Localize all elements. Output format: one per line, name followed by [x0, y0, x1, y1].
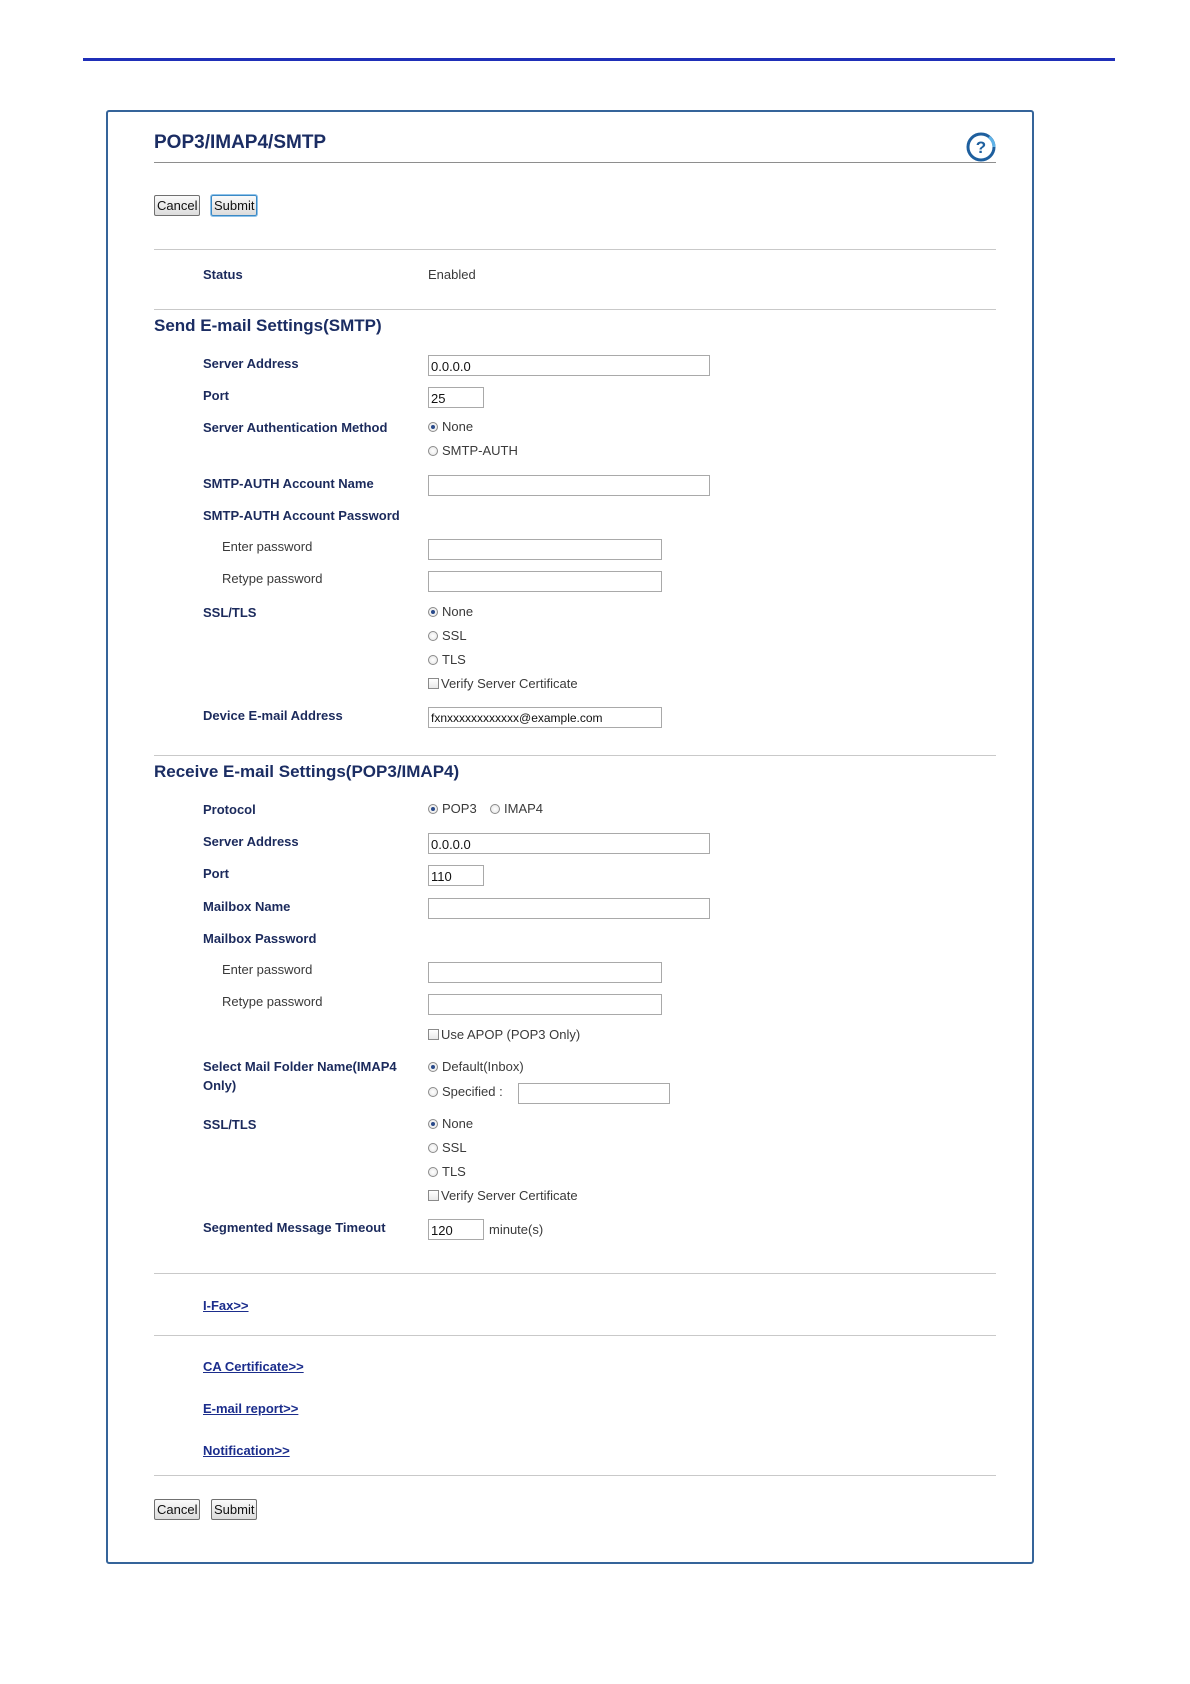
smtp-server-address-input[interactable]: 0.0.0.0 [428, 355, 710, 376]
pop-port-input[interactable]: 110 [428, 865, 484, 886]
radio-icon[interactable] [428, 1087, 438, 1097]
smtp-enter-password-label: Enter password [222, 539, 313, 554]
auth-method-none-option[interactable]: None [428, 419, 473, 434]
status-label: Status [203, 267, 243, 282]
divider [154, 309, 996, 310]
mailbox-name-input[interactable] [428, 898, 710, 919]
protocol-imap4-option[interactable]: IMAP4 [490, 801, 543, 816]
folder-specified-option[interactable]: Specified : [428, 1084, 503, 1099]
pop-retype-password-input[interactable] [428, 994, 662, 1015]
smtp-retype-password-input[interactable] [428, 571, 662, 592]
cancel-button-top[interactable]: Cancel [154, 195, 200, 216]
settings-panel [106, 110, 1034, 1564]
help-icon[interactable] [965, 131, 997, 163]
smtp-port-input[interactable]: 25 [428, 387, 484, 408]
pop-enter-password-label: Enter password [222, 962, 313, 977]
smtp-retype-password-label: Retype password [222, 571, 323, 586]
checkbox-icon[interactable] [428, 1190, 439, 1201]
radio-icon[interactable] [428, 446, 438, 456]
pop-enter-password-input[interactable] [428, 962, 662, 983]
pop-server-address-input[interactable]: 0.0.0.0 [428, 833, 710, 854]
protocol-label: Protocol [203, 802, 256, 817]
segmented-timeout-input[interactable]: 120 [428, 1219, 484, 1240]
divider [154, 1475, 996, 1476]
pop-ssl-none-option[interactable]: None [428, 1116, 473, 1131]
svg-text:?: ? [975, 138, 987, 157]
device-email-label: Device E-mail Address [203, 708, 343, 723]
page-top-rule [83, 58, 1115, 61]
smtp-server-address-label: Server Address [203, 356, 299, 371]
send-settings-heading: Send E-mail Settings(SMTP) [154, 316, 382, 335]
smtp-ssl-ssl-option[interactable]: SSL [428, 628, 467, 643]
submit-button-bottom[interactable]: Submit [211, 1499, 257, 1520]
radio-icon[interactable] [428, 1167, 438, 1177]
cancel-button-bottom[interactable]: Cancel [154, 1499, 200, 1520]
divider [154, 755, 996, 756]
timeout-unit: minute(s) [489, 1222, 544, 1237]
smtp-account-password-label: SMTP-AUTH Account Password [203, 508, 400, 523]
radio-selected-icon[interactable] [428, 804, 438, 814]
segmented-timeout-label: Segmented Message Timeout [203, 1220, 386, 1235]
folder-specified-input[interactable] [518, 1083, 670, 1104]
smtp-enter-password-input[interactable] [428, 539, 662, 560]
smtp-verify-certificate-option[interactable]: Verify Server Certificate [428, 676, 578, 691]
smtp-account-name-label: SMTP-AUTH Account Name [203, 476, 374, 491]
radio-icon[interactable] [490, 804, 500, 814]
use-apop-option[interactable]: Use APOP (POP3 Only) [428, 1027, 580, 1042]
pop-ssl-ssl-option[interactable]: SSL [428, 1140, 467, 1155]
page-title: POP3/IMAP4/SMTP [154, 132, 327, 153]
pop-port-label: Port [203, 866, 229, 881]
receive-settings-heading: Receive E-mail Settings(POP3/IMAP4) [154, 762, 460, 781]
auth-method-label: Server Authentication Method [203, 420, 388, 435]
radio-icon[interactable] [428, 631, 438, 641]
divider [154, 249, 996, 250]
radio-icon[interactable] [428, 655, 438, 665]
ca-certificate-link[interactable]: CA Certificate>> [203, 1359, 304, 1374]
pop-verify-certificate-option[interactable]: Verify Server Certificate [428, 1188, 578, 1203]
radio-selected-icon[interactable] [428, 1119, 438, 1129]
auth-method-smtp-auth-option[interactable]: SMTP-AUTH [428, 443, 518, 458]
divider [154, 1335, 996, 1336]
status-value: Enabled [428, 267, 476, 282]
mail-folder-label: Select Mail Folder Name(IMAP4 Only) [203, 1059, 397, 1093]
divider [154, 1273, 996, 1274]
notification-link[interactable]: Notification>> [203, 1443, 290, 1458]
pop-server-address-label: Server Address [203, 834, 299, 849]
submit-button-top[interactable]: Submit [211, 195, 257, 216]
radio-selected-icon[interactable] [428, 422, 438, 432]
smtp-port-label: Port [203, 388, 229, 403]
smtp-ssl-tls-label: SSL/TLS [203, 605, 257, 620]
radio-icon[interactable] [428, 1143, 438, 1153]
checkbox-icon[interactable] [428, 1029, 439, 1040]
protocol-pop3-option[interactable]: POP3 [428, 801, 477, 816]
device-email-input[interactable]: fxnxxxxxxxxxxxx@example.com [428, 707, 662, 728]
radio-selected-icon[interactable] [428, 1062, 438, 1072]
smtp-account-name-input[interactable] [428, 475, 710, 496]
mailbox-password-label: Mailbox Password [203, 931, 317, 946]
smtp-ssl-tls-option[interactable]: TLS [428, 652, 466, 667]
ifax-link[interactable]: I-Fax>> [203, 1298, 249, 1313]
folder-default-option[interactable]: Default(Inbox) [428, 1059, 524, 1074]
email-report-link[interactable]: E-mail report>> [203, 1401, 299, 1416]
mailbox-name-label: Mailbox Name [203, 899, 291, 914]
smtp-ssl-none-option[interactable]: None [428, 604, 473, 619]
radio-selected-icon[interactable] [428, 607, 438, 617]
pop-retype-password-label: Retype password [222, 994, 323, 1009]
checkbox-icon[interactable] [428, 678, 439, 689]
pop-ssl-tls-option[interactable]: TLS [428, 1164, 466, 1179]
title-divider [154, 162, 996, 163]
pop-ssl-tls-label: SSL/TLS [203, 1117, 257, 1132]
